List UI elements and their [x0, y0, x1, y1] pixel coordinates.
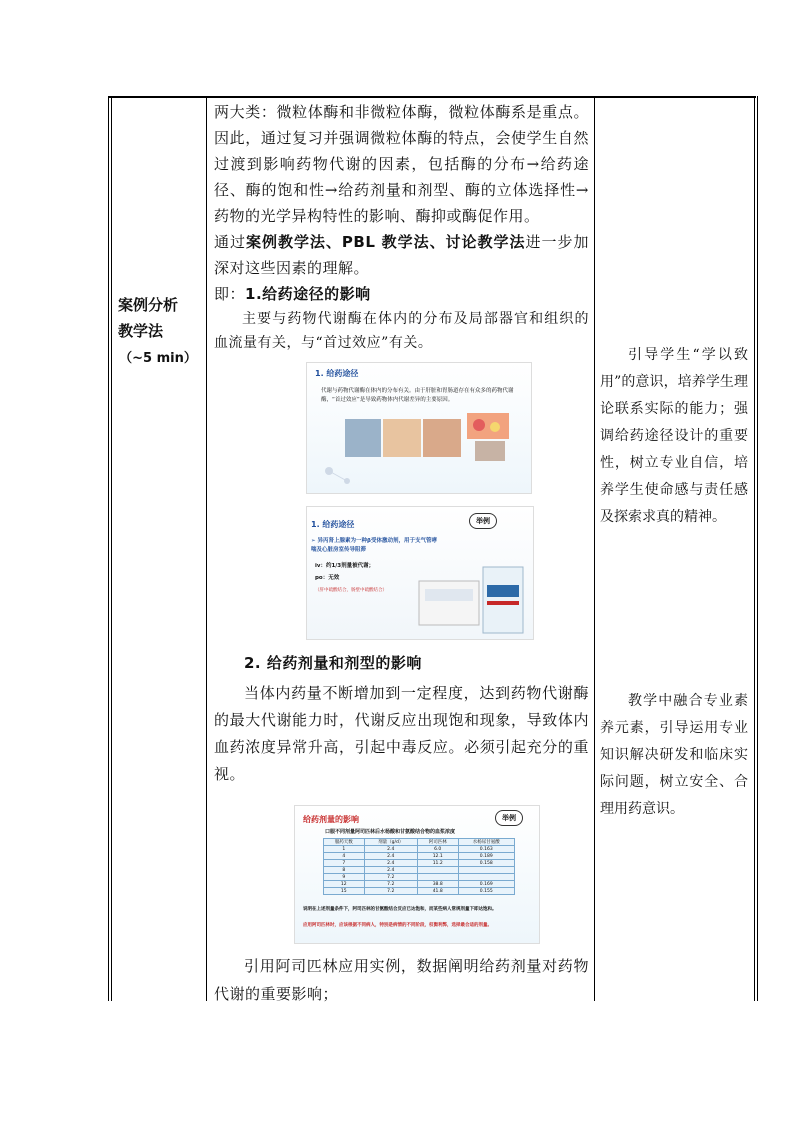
slide-dose-image [294, 805, 540, 944]
item1-title: 1.给药途径的影响 [245, 285, 371, 303]
goal-text-2: 教学中融合专业素养元素，引导运用专业知识解决研发和临床实际问题，树立安全、合理用药意识。 [600, 693, 748, 817]
closing-text: 引用阿司匹林应用实例，数据阐明给药剂量对药物代谢的重要影响； [214, 957, 589, 1003]
dose-table-cell: 2.4 [364, 860, 417, 867]
dose-table-cell: 1 [324, 846, 365, 853]
content-cell [214, 99, 589, 355]
dose-table-cell: 7.2 [364, 881, 417, 888]
dose-table-cell: 0.169 [458, 881, 515, 888]
dose-table-cell: 8 [324, 867, 365, 874]
item2-text: 当体内药量不断增加到一定程度，达到药物代谢酶的最大代谢能力时，代谢反应出现饱和现象，导致体内血药浓度异常升高，引起中毒反应。必须引起充分的重视。 [214, 684, 589, 783]
dose-table-cell: 0.158 [458, 860, 515, 867]
goal-note-2 [600, 688, 748, 823]
dose-table-cell: 2.4 [364, 853, 417, 860]
slide2-line4: （肝中硫酸结合，肠壁中硫酸结合） [315, 588, 387, 593]
medicine-box-icon [417, 565, 527, 637]
dose-table-row [324, 888, 515, 895]
slide2-title: 1. 给药途径 [311, 520, 355, 529]
slide2-line1: ➢ 异丙肾上腺素为一种β受体激动剂，用于支气管哮喘及心脏房室传导阻滞 [311, 538, 437, 553]
table-border-left [108, 96, 109, 1001]
intro-paragraph: 两大类：微粒体酶和非微粒体酶，微粒体酶系是重点。因此，通过复习并强调微粒体酶的特点，会使学生自然过渡到影响药物代谢的因素，包括酶的分布→给药途径、酶的饱和性→给药剂量和剂型、酶的立体选择性→药物的光学异构特性的影响、酶抑或酶促作用。 [214, 103, 589, 225]
table-border-right [754, 96, 755, 1001]
dose-table-cell [458, 867, 515, 874]
stage-label-2: 教学法 [118, 322, 164, 340]
table-divider-1 [206, 96, 207, 1001]
dose-table-cell: 7.2 [364, 888, 417, 895]
dose-table-row [324, 853, 515, 860]
slide-route-image [306, 362, 532, 494]
dose-table-header [324, 839, 515, 846]
slide3-badge: 举例 [495, 810, 523, 826]
item2-heading: 2. 给药剂量和剂型的影响 [244, 654, 422, 672]
slide3-title: 给药剂量的影响 [303, 815, 359, 824]
dose-table-cell: 4 [324, 853, 365, 860]
method-paragraph [214, 229, 589, 281]
slide3-note1: 说明在上述剂量条件下，阿司匹林的甘氨酸结合反应已达饱和，而某些病人常规剂量下即达饱和。 [303, 907, 497, 912]
method-pre: 通过 [214, 233, 246, 251]
dose-table-cell: 12.1 [417, 853, 458, 860]
dose-table-row [324, 846, 515, 853]
table-border-left-inner [111, 96, 112, 1001]
slide1-photos [317, 413, 527, 491]
closing-block [214, 952, 589, 1008]
dose-table-cell: 2.4 [364, 867, 417, 874]
dose-table-cell [417, 867, 458, 874]
dose-col-days: 服药天数 [324, 839, 365, 846]
stage-label-1: 案例分析 [118, 296, 179, 314]
dose-table-row [324, 874, 515, 881]
dose-table-cell: 41.8 [417, 888, 458, 895]
dose-table-cell: 12 [324, 881, 365, 888]
dose-table-cell: 7 [324, 860, 365, 867]
dose-table-cell [417, 874, 458, 881]
dose-table-cell: 0.189 [458, 853, 515, 860]
stage-duration: （~5 min） [119, 351, 197, 366]
slide1-text: 代谢与药物代谢酶在体内的分布有关。由于肝脏和胃肠道存在有众多的药物代谢酶，“首过效应”是导致药物体内代谢差异的主要原因。 [321, 388, 514, 403]
dose-table [323, 838, 515, 895]
slide3-note2: 应用阿司匹林时，应该根据不同病人，特别是病情的不同阶段，权衡利弊，选择最合适的剂量。 [303, 923, 492, 928]
dose-table-cell: 2.4 [364, 846, 417, 853]
slide3-caption: 口服不同剂量阿司匹林后水杨酸和甘氨酸结合物的血浆浓度 [325, 829, 456, 835]
dose-col-dose: 剂量（g/d） [364, 839, 417, 846]
dose-table-row [324, 867, 515, 874]
slide2-badge: 举例 [469, 513, 497, 529]
item2-block [214, 650, 589, 788]
goal-text-1: 引导学生“学以致用”的意识，培养学生理论联系实际的能力；强调给药途径设计的重要性，树立专业自信，培养学生使命感与责任感及探索求真的精神。 [600, 347, 748, 525]
dose-table-row [324, 881, 515, 888]
dose-table-row [324, 860, 515, 867]
item1-prefix: 即： [214, 285, 246, 303]
stage-cell [118, 292, 198, 372]
dose-table-cell: 0.163 [458, 846, 515, 853]
item1-heading [214, 281, 589, 307]
dose-table-cell: 9 [324, 874, 365, 881]
dose-table-cell: 15 [324, 888, 365, 895]
method-post: 进一步加深对这些因素的理解。 [214, 233, 589, 277]
dose-table-cell: 38.8 [417, 881, 458, 888]
dose-table-cell [458, 874, 515, 881]
item1-text: 主要与药物代谢酶在体内的分布及局部器官和组织的血流量有关，与“首过效应”有关。 [214, 311, 589, 351]
dose-table-cell: 6.0 [417, 846, 458, 853]
table-divider-2 [594, 96, 595, 1001]
dose-table-cell: 11.2 [417, 860, 458, 867]
goal-note-1 [600, 342, 748, 531]
slide2-line2: iv：约1/3剂量被代谢； [315, 563, 375, 569]
dose-table-cell: 0.155 [458, 888, 515, 895]
dose-col-glycine: 水杨尿甘氨酸 [458, 839, 515, 846]
slide2-line3: po：无效 [315, 575, 340, 581]
slide1-title: 1. 给药途径 [315, 369, 359, 378]
dose-table-cell: 7.2 [364, 874, 417, 881]
slide-isoprenaline-image [306, 506, 534, 640]
dose-col-aspirin: 阿司匹林 [417, 839, 458, 846]
table-border-right-outer [757, 96, 758, 1001]
method-bold: 案例教学法、PBL 教学法、讨论教学法 [245, 233, 526, 251]
